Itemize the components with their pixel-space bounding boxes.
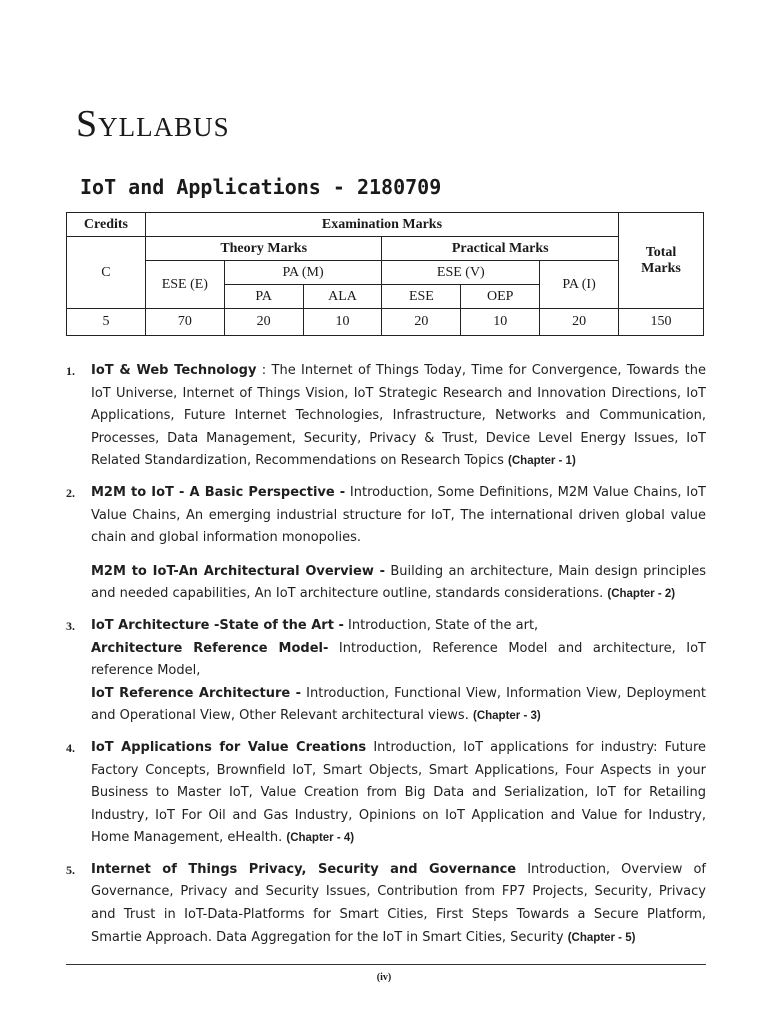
item-line <box>91 638 706 683</box>
item-title: M2M to IoT - A Basic Perspective - <box>91 484 346 500</box>
table-header-exam-marks: Examination Marks <box>145 213 618 237</box>
footer-divider <box>66 964 706 965</box>
table-header-ala: ALA <box>303 285 382 309</box>
item-subtitle: IoT Reference Architecture - <box>91 685 302 701</box>
syllabus-list <box>66 360 706 958</box>
item-subtext: Introduction, Functional View, Information View, Deployment and Operational View, Other Relevant architectural views. <box>91 685 706 724</box>
table-row <box>67 261 704 285</box>
item-number: 5. <box>66 862 75 877</box>
item-body <box>91 360 706 473</box>
item-line <box>91 683 706 728</box>
item-body <box>91 615 706 638</box>
table-row <box>67 309 704 336</box>
item-text: Introduction, Some Definitions, M2M Value Chains, IoT Value Chains, An emerging industrial structure for IoT, The international driven global value chain and global information monopolies. <box>91 484 706 546</box>
table-cell: 20 <box>224 309 303 336</box>
table-header-pa: PA <box>224 285 303 309</box>
table-cell: 70 <box>145 309 224 336</box>
item-text: Introduction, Overview of Governance, Privacy and Security Issues, Contribution from FP7 Projects, Security, Privacy and Trust in IoT-Data-Platforms for Smart Cities, First Steps Towards a Secure Platform, Smartie Approach. Data Aggregation for the IoT in Smart Cities, Security <box>91 861 706 945</box>
table-header-pa-i: PA (I) <box>540 261 619 309</box>
table-header-ese-v: ESE (V) <box>382 261 540 285</box>
item-body <box>91 737 706 850</box>
table-cell: 20 <box>382 309 461 336</box>
chapter-ref: (Chapter - 4) <box>286 832 355 845</box>
table-header-ese: ESE <box>382 285 461 309</box>
item-number: 4. <box>66 740 75 755</box>
table-header-ese-e: ESE (E) <box>145 261 224 309</box>
list-item <box>66 737 706 850</box>
item-title: IoT Architecture -State of the Art - <box>91 617 344 633</box>
item-subtext: Building an architecture, Main design principles and needed capabilities, An IoT architecture outline, standards considerations. <box>91 563 706 602</box>
page-number: (iv) <box>376 972 392 983</box>
marks-table <box>66 212 704 336</box>
table-cell-c: C <box>67 237 146 309</box>
item-title: IoT & Web Technology <box>91 363 257 378</box>
table-cell: 20 <box>540 309 619 336</box>
item-number: 2. <box>66 485 75 500</box>
table-row <box>67 213 704 237</box>
list-item <box>66 859 706 949</box>
item-text: Introduction, IoT applications for industry: Future Factory Concepts, Brownfield IoT, Smart Objects, Smart Applications, Four Aspects in your Business to Master IoT, Value Creation from Big Data and Serialization, IoT for Retailing Industry, IoT For Oil and Gas Industry, Opinions on IoT Application and Value for Industry, Home Management, eHealth. <box>91 739 706 846</box>
table-header-credits: Credits <box>67 213 146 237</box>
table-cell: 10 <box>303 309 382 336</box>
table-header-pa-m: PA (M) <box>224 261 382 285</box>
table-header-total-marks: Total Marks <box>619 213 704 309</box>
item-subtitle: M2M to IoT-An Architectural Overview - <box>91 563 385 579</box>
chapter-ref: (Chapter - 3) <box>472 710 541 723</box>
item-number: 3. <box>66 618 75 633</box>
table-header-practical-marks: Practical Marks <box>382 237 619 261</box>
chapter-ref: (Chapter - 2) <box>607 588 676 601</box>
chapter-ref: (Chapter - 5) <box>567 931 636 944</box>
item-subsection <box>91 561 706 606</box>
item-subtitle: Architecture Reference Model- <box>91 640 329 656</box>
subject-title: IoT and Applications - 2180709 <box>80 175 442 199</box>
table-cell: 5 <box>67 309 146 336</box>
item-body <box>91 859 706 949</box>
list-item <box>66 360 706 473</box>
item-subtext: Introduction, Reference Model and architecture, IoT reference Model, <box>91 640 706 679</box>
item-body <box>91 482 706 550</box>
item-title: IoT Applications for Value Creations <box>91 739 367 755</box>
table-header-oep: OEP <box>461 285 540 309</box>
item-number: 1. <box>66 364 75 378</box>
list-item <box>66 482 706 606</box>
chapter-ref: (Chapter - 1) <box>508 455 576 468</box>
item-title: Internet of Things Privacy, Security and Governance <box>91 861 517 877</box>
item-text: Introduction, State of the art, <box>343 617 539 633</box>
page-title: Syllabus <box>76 103 230 145</box>
table-cell: 150 <box>619 309 704 336</box>
list-item <box>66 615 706 728</box>
item-text: The Internet of Things Today, Time for Convergence, Towards the IoT Universe, Internet of Things Vision, IoT Strategic Research and Innovation Directions, IoT Applications, Future Internet Technologies, Infrastructure, Networks and Communication, Processes, Data Management, Security, Privacy & Trust, Device Level Energy Issues, IoT Related Standardization, Recommendations on Research Topics <box>91 363 706 469</box>
table-row <box>67 237 704 261</box>
table-cell: 10 <box>461 309 540 336</box>
table-header-theory-marks: Theory Marks <box>145 237 382 261</box>
item-separator: : <box>256 363 272 378</box>
